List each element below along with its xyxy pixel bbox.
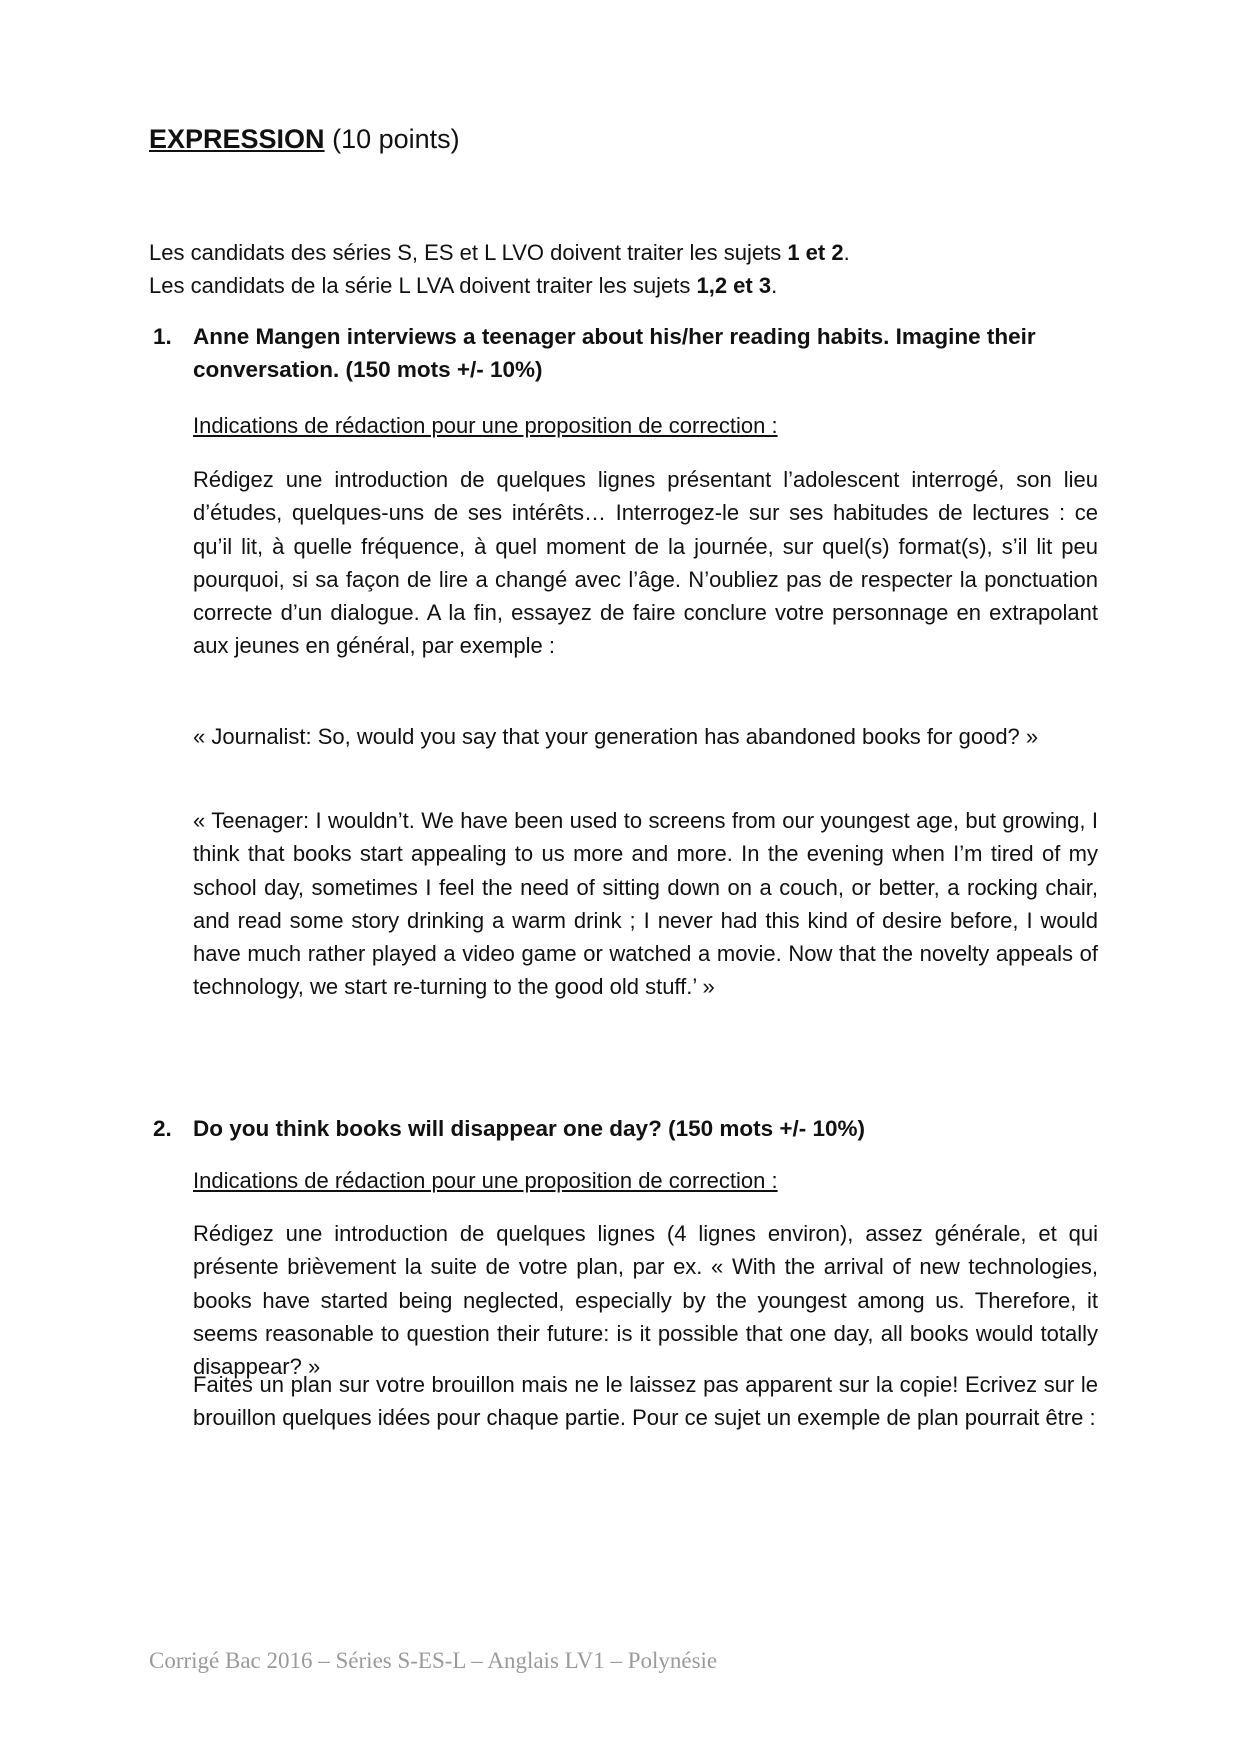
intro-line-1 bbox=[149, 236, 1099, 269]
intro-instructions bbox=[149, 236, 1099, 302]
question-1-example-journalist bbox=[193, 720, 1098, 753]
page-footer: Corrigé Bac 2016 – Séries S-ES-L – Anglais LV1 – Polynésie bbox=[149, 1648, 718, 1673]
journalist-quote: « Journalist: So, would you say that your generation has abandoned books for good? » bbox=[193, 724, 1039, 749]
title-points: (10 points) bbox=[332, 124, 460, 154]
question-2-plan-guidance bbox=[193, 1368, 1098, 1435]
question-2-introduction-guidance bbox=[193, 1217, 1098, 1383]
intro-line-1-text: Les candidats des séries S, ES et L LVO doivent traiter les sujets bbox=[149, 240, 788, 265]
teenager-quote: « Teenager: I wouldn’t. We have been used to screens from our youngest age, but growing, I think that books start appealing to us more and more. In the evening when I’m tired of my school day, sometimes I feel the need of sitting down on a couch, or better, a rocking chair, and read some story drinking a warm drink ; I never had this kind of desire before, I would have much rather played a video game or watched a movie. Now that the novelty appeals of technology, we start re-turning to the good old stuff.’ » bbox=[193, 808, 1098, 1000]
question-2-indications-heading: Indications de rédaction pour une proposition de correction : bbox=[193, 1168, 778, 1193]
intro-line-2-subjects: 1,2 et 3 bbox=[696, 273, 772, 298]
question-2-paragraph-1: Rédigez une introduction de quelques lignes (4 lignes environ), assez générale, et qui présente brièvement la suite de votre plan, par ex. « With the arrival of new technologies, books have started being neglected, especially by the youngest among us. Therefore, it seems reasonable to question their future: is it possible that one day, all books would totally disappear? » bbox=[193, 1221, 1098, 1380]
question-1-indications-heading: Indications de rédaction pour une proposition de correction : bbox=[193, 413, 778, 438]
intro-line-2-end: . bbox=[771, 273, 778, 298]
question-2-indications bbox=[193, 1164, 1098, 1197]
question-1-number: 1. bbox=[153, 324, 172, 349]
intro-line-1-subjects: 1 et 2 bbox=[787, 240, 844, 265]
question-1-guidance bbox=[193, 463, 1098, 663]
question-2-prompt: Do you think books will disappear one day? (150 mots +/- 10%) bbox=[193, 1116, 866, 1141]
question-2-paragraph-2: Faites un plan sur votre brouillon mais ne le laissez pas apparent sur la copie! Ecrivez sur le brouillon quelques idées pour chaque partie. Pour ce sujet un exemple de plan pourrait être : bbox=[193, 1372, 1098, 1431]
intro-line-2 bbox=[149, 269, 1099, 302]
question-1-heading bbox=[153, 320, 1103, 386]
question-1-example-teenager bbox=[193, 804, 1098, 1004]
question-2-heading bbox=[153, 1112, 1103, 1145]
section-title bbox=[149, 122, 460, 156]
question-2-number: 2. bbox=[153, 1116, 172, 1141]
intro-line-1-end: . bbox=[843, 240, 850, 265]
question-1-indications bbox=[193, 409, 1098, 442]
title-keyword: EXPRESSION bbox=[149, 124, 325, 154]
intro-line-2-text: Les candidats de la série L LVA doivent traiter les sujets bbox=[149, 273, 697, 298]
question-1-prompt: Anne Mangen interviews a teenager about his/her reading habits. Imagine their conversation. (150 mots +/- 10%) bbox=[193, 324, 1036, 382]
question-1-paragraph: Rédigez une introduction de quelques lignes présentant l’adolescent interrogé, son lieu d’études, quelques-uns de ses intérêts… Interrogez-le sur ses habitudes de lectures : ce qu’il lit, à quelle fréquence, à quel moment de la journée, sur quel(s) format(s), s’il lit peu pourquoi, si sa façon de lire a changé avec l’âge. N’oubliez pas de respecter la ponctuation correcte d’un dialogue. A la fin, essayez de faire conclure votre personnage en extrapolant aux jeunes en général, par exemple : bbox=[193, 467, 1098, 659]
